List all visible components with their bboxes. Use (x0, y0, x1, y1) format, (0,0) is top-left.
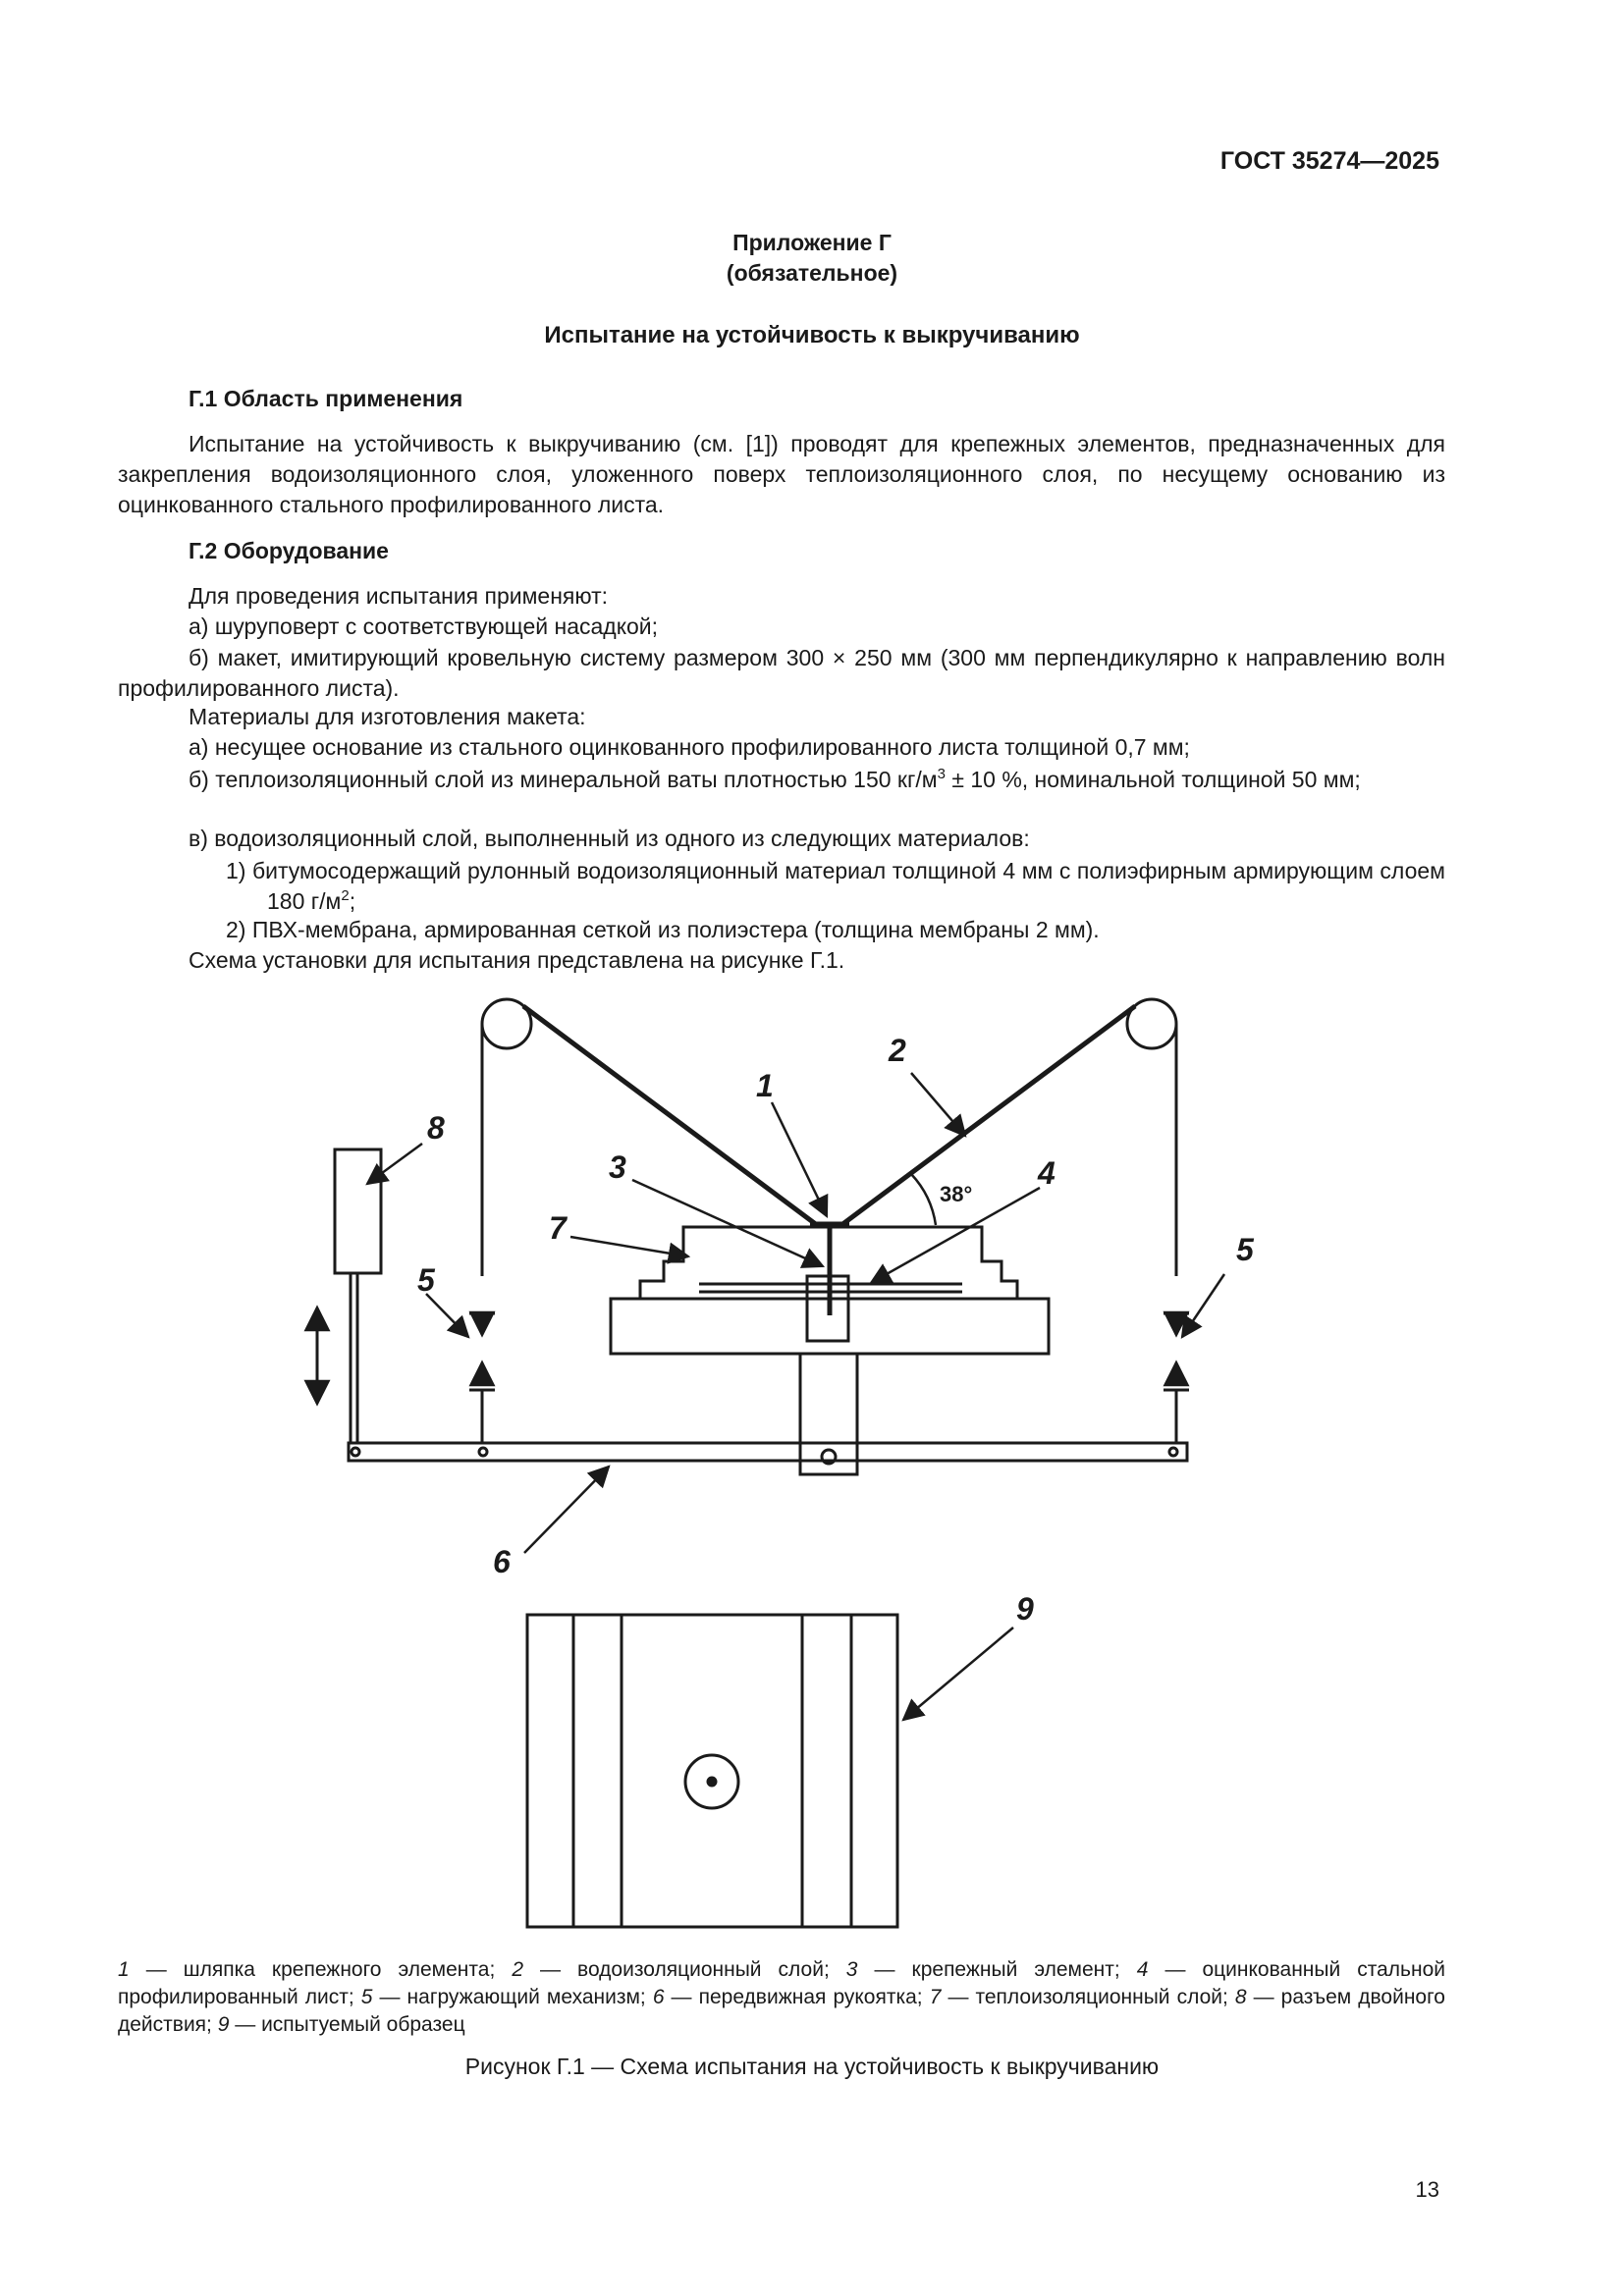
material-c-sub2: 2) ПВХ-мембрана, армированная сеткой из полиэстера (толщина мембраны 2 мм). (226, 917, 1100, 942)
double-action-connector (335, 1149, 381, 1273)
label-6: 6 (493, 1544, 511, 1579)
legend-item: 5 — нагружающий механизм; (360, 1986, 653, 2008)
section1-text: Испытание на устойчивость к выкручиванию (см. [1]) проводят для крепежных элементов, предназначенных для закрепления водоизоляционного слоя, уложенного поверх теплоизоляционного слоя, по несущему основанию из оцинкованного стального профилированного листа. (118, 431, 1445, 517)
legend-item: 6 — передвижная рукоятка; (652, 1986, 930, 2008)
legend-item: 9 — испытуемый образец (217, 2013, 465, 2036)
support-post (800, 1354, 857, 1474)
material-c: в) водоизоляционный слой, выполненный из одного из следующих материалов: (189, 826, 1030, 851)
equipment-item-b: б) макет, имитирующий кровельную систему размером 300 × 250 мм (300 мм перпендикулярно к направлению волн профилированного листа). (118, 645, 1445, 701)
label-4: 4 (1038, 1155, 1056, 1191)
figure-legend (118, 1956, 1445, 2039)
label-1: 1 (756, 1068, 774, 1103)
material-a: а) несущее основание из стального оцинкованного профилированного листа толщиной 0,7 мм; (189, 734, 1190, 760)
lever-bar (349, 1443, 1187, 1461)
appendix-name: Приложение Г (732, 230, 892, 255)
angle-label: 38° (940, 1182, 973, 1206)
left-rope (523, 1006, 817, 1225)
right-rope (841, 1006, 1135, 1225)
label-2: 2 (889, 1033, 906, 1068)
legend-item: 8 — разъем двойного действия; (118, 1986, 1445, 2036)
legend-item: 7 — теплоизоляционный слой; (929, 1986, 1235, 2008)
legend-item: 1 — шляпка крепежного элемента; (118, 1958, 513, 1981)
material-b: б) теплоизоляционный слой из минеральной ваты плотностью 150 $кг/м^3 \pm 10$ %, номинальной толщиной 50 мм; (189, 766, 1361, 792)
material-c-sub1: 1) битумосодержащий рулонный водоизоляционный материал толщиной 4 мм с полиэфирным армирующим слоем 180 $г/м^2$; (226, 858, 1445, 914)
label-7: 7 (549, 1210, 567, 1246)
equipment-item-a: а) шуруповерт с соответствующей насадкой; (189, 614, 659, 639)
label-9: 9 (1016, 1591, 1034, 1627)
figure-title: Рисунок Г.1 — Схема испытания на устойчивость к выкручиванию (464, 2054, 1160, 2079)
label-5-left: 5 (417, 1262, 435, 1298)
document-id: ГОСТ 35274—2025 (1219, 147, 1439, 175)
scheme-reference: Схема установки для испытания представлена на рисунке Г.1. (189, 947, 845, 973)
label-5-right: 5 (1236, 1232, 1254, 1267)
label-3: 3 (609, 1149, 626, 1185)
legend-item: 3 — крепежный элемент; (845, 1958, 1137, 1981)
section1-heading: Г.1 Область применения (189, 386, 463, 411)
test-specimen (527, 1615, 897, 1927)
page-number: 13 (1415, 2177, 1439, 2202)
section2-heading: Г.2 Оборудование (189, 538, 389, 563)
equipment-intro: Для проведения испытания применяют: (189, 583, 609, 609)
materials-intro: Материалы для изготовления макета: (189, 704, 586, 729)
appendix-title: Испытание на устойчивость к выкручиванию (544, 322, 1080, 348)
appendix-status: (обязательное) (726, 260, 898, 286)
label-8: 8 (427, 1110, 445, 1146)
legend-item: 2 — водоизоляционный слой; (512, 1958, 846, 1981)
legend-item: 4 — оцинкованный стальной профилированный лист; (118, 1958, 1445, 2008)
